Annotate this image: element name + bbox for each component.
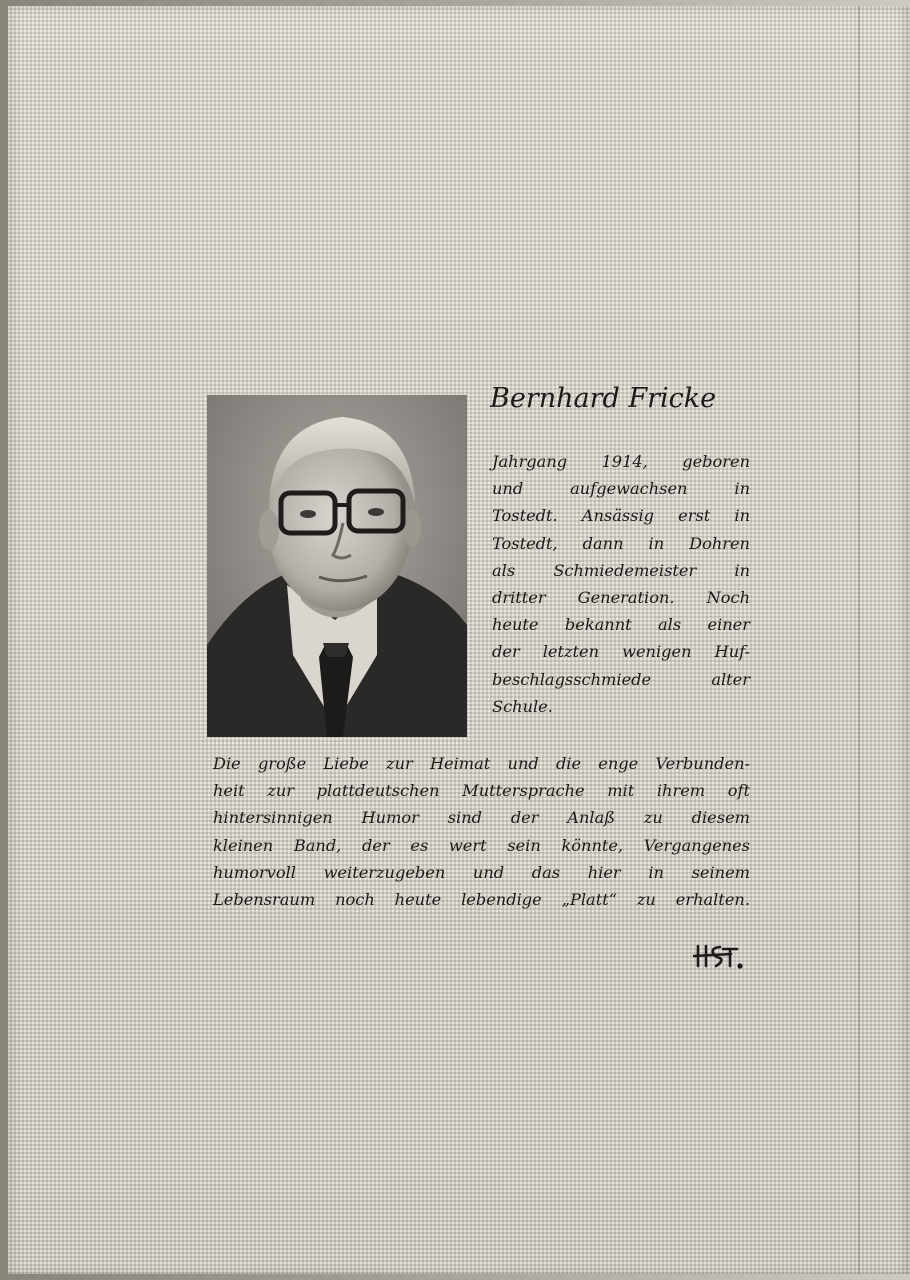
bio-short-line: und aufgewachsen in	[492, 479, 750, 499]
publisher-signature-mark	[693, 942, 753, 972]
description-line: heit zur plattdeutschen Muttersprache mit ihrem oft	[213, 781, 750, 801]
bio-short-line: Tostedt, dann in Dohren	[492, 533, 750, 553]
bio-short-line: als Schmiedemeister in	[492, 560, 750, 580]
bio-short-line: Tostedt. Ansässig erst in	[492, 506, 750, 526]
book-description	[213, 750, 750, 913]
description-line: hintersinnigen Humor sind der Anlaß zu diesem	[213, 808, 750, 828]
description-line: Lebensraum noch heute lebendige „Platt“ zu erhalten.	[213, 890, 750, 910]
cover-crease	[858, 6, 860, 1274]
bio-short-line: beschlagsschmiede alter	[492, 669, 750, 689]
description-line: kleinen Band, der es wert sein könnte, Vergangenes	[213, 835, 750, 855]
author-bio-short	[492, 448, 750, 720]
bio-short-line: dritter Generation. Noch	[492, 588, 750, 608]
bio-short-line: Jahrgang 1914, geboren	[492, 452, 750, 471]
bio-short-line: der letzten wenigen Huf-	[492, 642, 750, 662]
description-line: humorvoll weiterzugeben und das hier in seinem	[213, 862, 750, 882]
bio-short-line: Schule.	[492, 696, 553, 716]
bio-short-line: heute bekannt als einer	[492, 615, 750, 635]
author-portrait	[207, 395, 467, 737]
author-name: Bernhard Fricke	[490, 383, 717, 414]
description-line: Die große Liebe zur Heimat und die enge Verbunden-	[213, 754, 750, 773]
